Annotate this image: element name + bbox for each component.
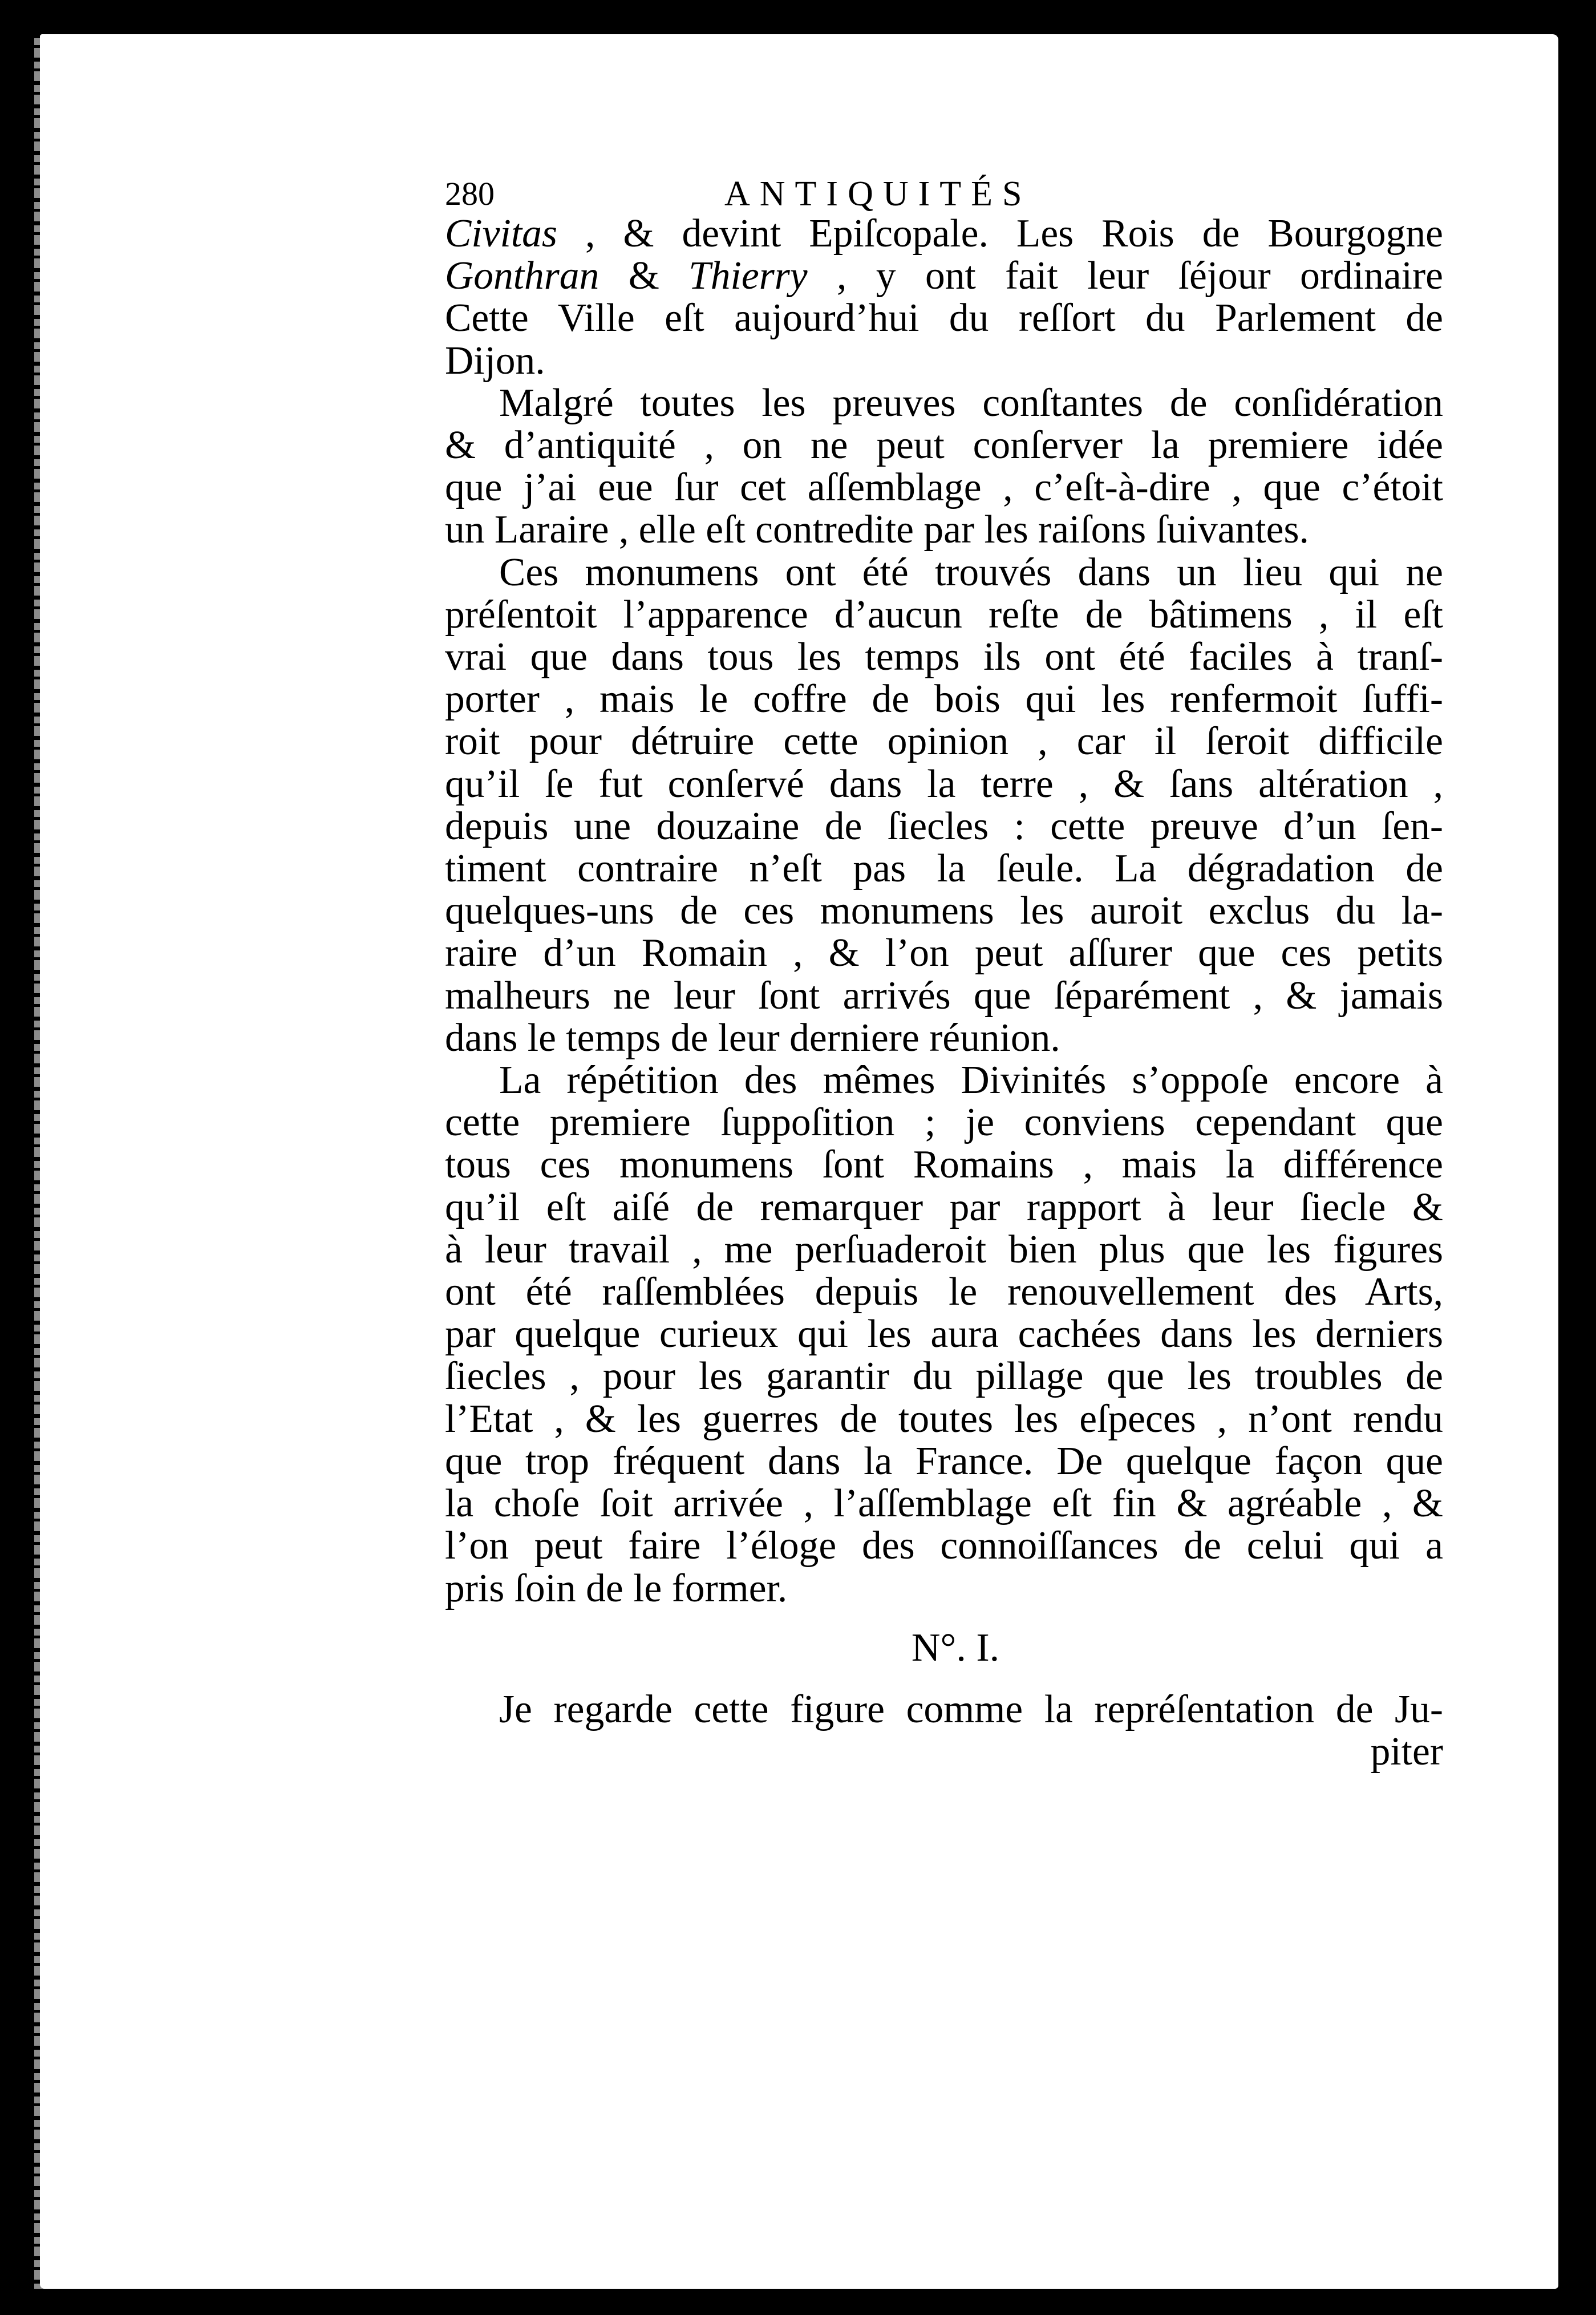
section-heading: N°. I. xyxy=(911,1625,1000,1670)
text-line: timent contraire n’eſt pas la ſeule. La dégradation de xyxy=(445,847,1443,891)
paragraph-5 xyxy=(445,1689,1443,1773)
text-line: cette premiere ſuppoſition ; je conviens cependant que xyxy=(445,1100,1443,1145)
text-line: vrai que dans tous les temps ils ont été faciles à tranſ- xyxy=(445,635,1443,679)
text-line: La répétition des mêmes Divinités s’oppoſe encore à xyxy=(499,1058,1443,1103)
text-line: ſiecles , pour les garantir du pillage que les troubles de xyxy=(445,1354,1443,1399)
text-line: quelques-uns de ces monumens les auroit exclus du la- xyxy=(445,889,1443,933)
text-line: Gonthran & Thierry , y ont fait leur ſéjour ordinaire xyxy=(445,254,1443,298)
text-line: l’on peut faire l’éloge des connoiſſances de celui qui a xyxy=(445,1524,1443,1568)
text-line: par quelque curieux qui les aura cachées dans les derniers xyxy=(445,1312,1443,1357)
text-line: l’Etat , & les guerres de toutes les eſpeces , n’ont rendu xyxy=(445,1397,1443,1441)
text-line: depuis une douzaine de ſiecles : cette preuve d’un ſen- xyxy=(445,804,1443,848)
text-line: à leur travail , me perſuaderoit bien plus que les figures xyxy=(445,1227,1443,1272)
text-block xyxy=(445,168,1443,1773)
text-line: que trop fréquent dans la France. De quelque façon que xyxy=(445,1439,1443,1483)
paragraph-2 xyxy=(445,382,1443,552)
text-line: un Laraire , elle eſt contredite par les raiſons ſuivantes. xyxy=(445,508,1309,552)
text-line: la choſe ſoit arrivée , l’aſſemblage eſt fin & agréable , & xyxy=(445,1482,1443,1526)
text-line: Civitas , & devint Epiſcopale. Les Rois de Bourgogne xyxy=(445,212,1443,256)
text-line: tous ces monumens ſont Romains , mais la différence xyxy=(445,1143,1443,1187)
text-line: que j’ai eue ſur cet aſſemblage , c’eſt-à-dire , que c’étoit xyxy=(445,466,1443,510)
running-title: ANTIQUITÉS xyxy=(724,175,1032,213)
text-line: raire d’un Romain , & l’on peut aſſurer que ces petits xyxy=(445,931,1443,976)
text-line: Je regarde cette figure comme la repréſentation de Ju- xyxy=(499,1687,1443,1731)
text-line: Cette Ville eſt aujourd’hui du reſſort du Parlement de xyxy=(445,296,1443,341)
paragraph-3 xyxy=(445,552,1443,1059)
text-line: ont été raſſemblées depuis le renouvellement des Arts, xyxy=(445,1270,1443,1314)
text-line: Malgré toutes les preuves conſtantes de conſidération xyxy=(499,381,1443,425)
paragraph-1 xyxy=(445,213,1443,382)
text-line: roit pour détruire cette opinion , car il ſeroit difficile xyxy=(445,719,1443,764)
paragraph-4 xyxy=(445,1059,1443,1610)
text-line: pris ſoin de le former. xyxy=(445,1566,788,1610)
text-line: préſentoit l’apparence d’aucun reſte de bâtimens , il eſt xyxy=(445,592,1443,637)
catchword: piter xyxy=(1370,1730,1443,1774)
text-line: porter , mais le coffre de bois qui les renfermoit ſuffi- xyxy=(445,677,1443,722)
text-line: qu’il eſt aiſé de remarquer par rapport à leur ſiecle & xyxy=(445,1185,1443,1229)
text-line: Dijon. xyxy=(445,338,545,383)
text-line: dans le temps de leur derniere réunion. xyxy=(445,1015,1060,1060)
running-head xyxy=(445,168,1443,213)
text-line: & d’antiquité , on ne peut conſerver la premiere idée xyxy=(445,423,1443,468)
text-line: qu’il ſe fut conſervé dans la terre , & ſans altération , xyxy=(445,762,1443,806)
text-line: malheurs ne leur ſont arrivés que ſéparément , & jamais xyxy=(445,973,1443,1018)
text-line: Ces monumens ont été trouvés dans un lieu qui ne xyxy=(499,550,1443,594)
page-number: 280 xyxy=(445,175,495,212)
